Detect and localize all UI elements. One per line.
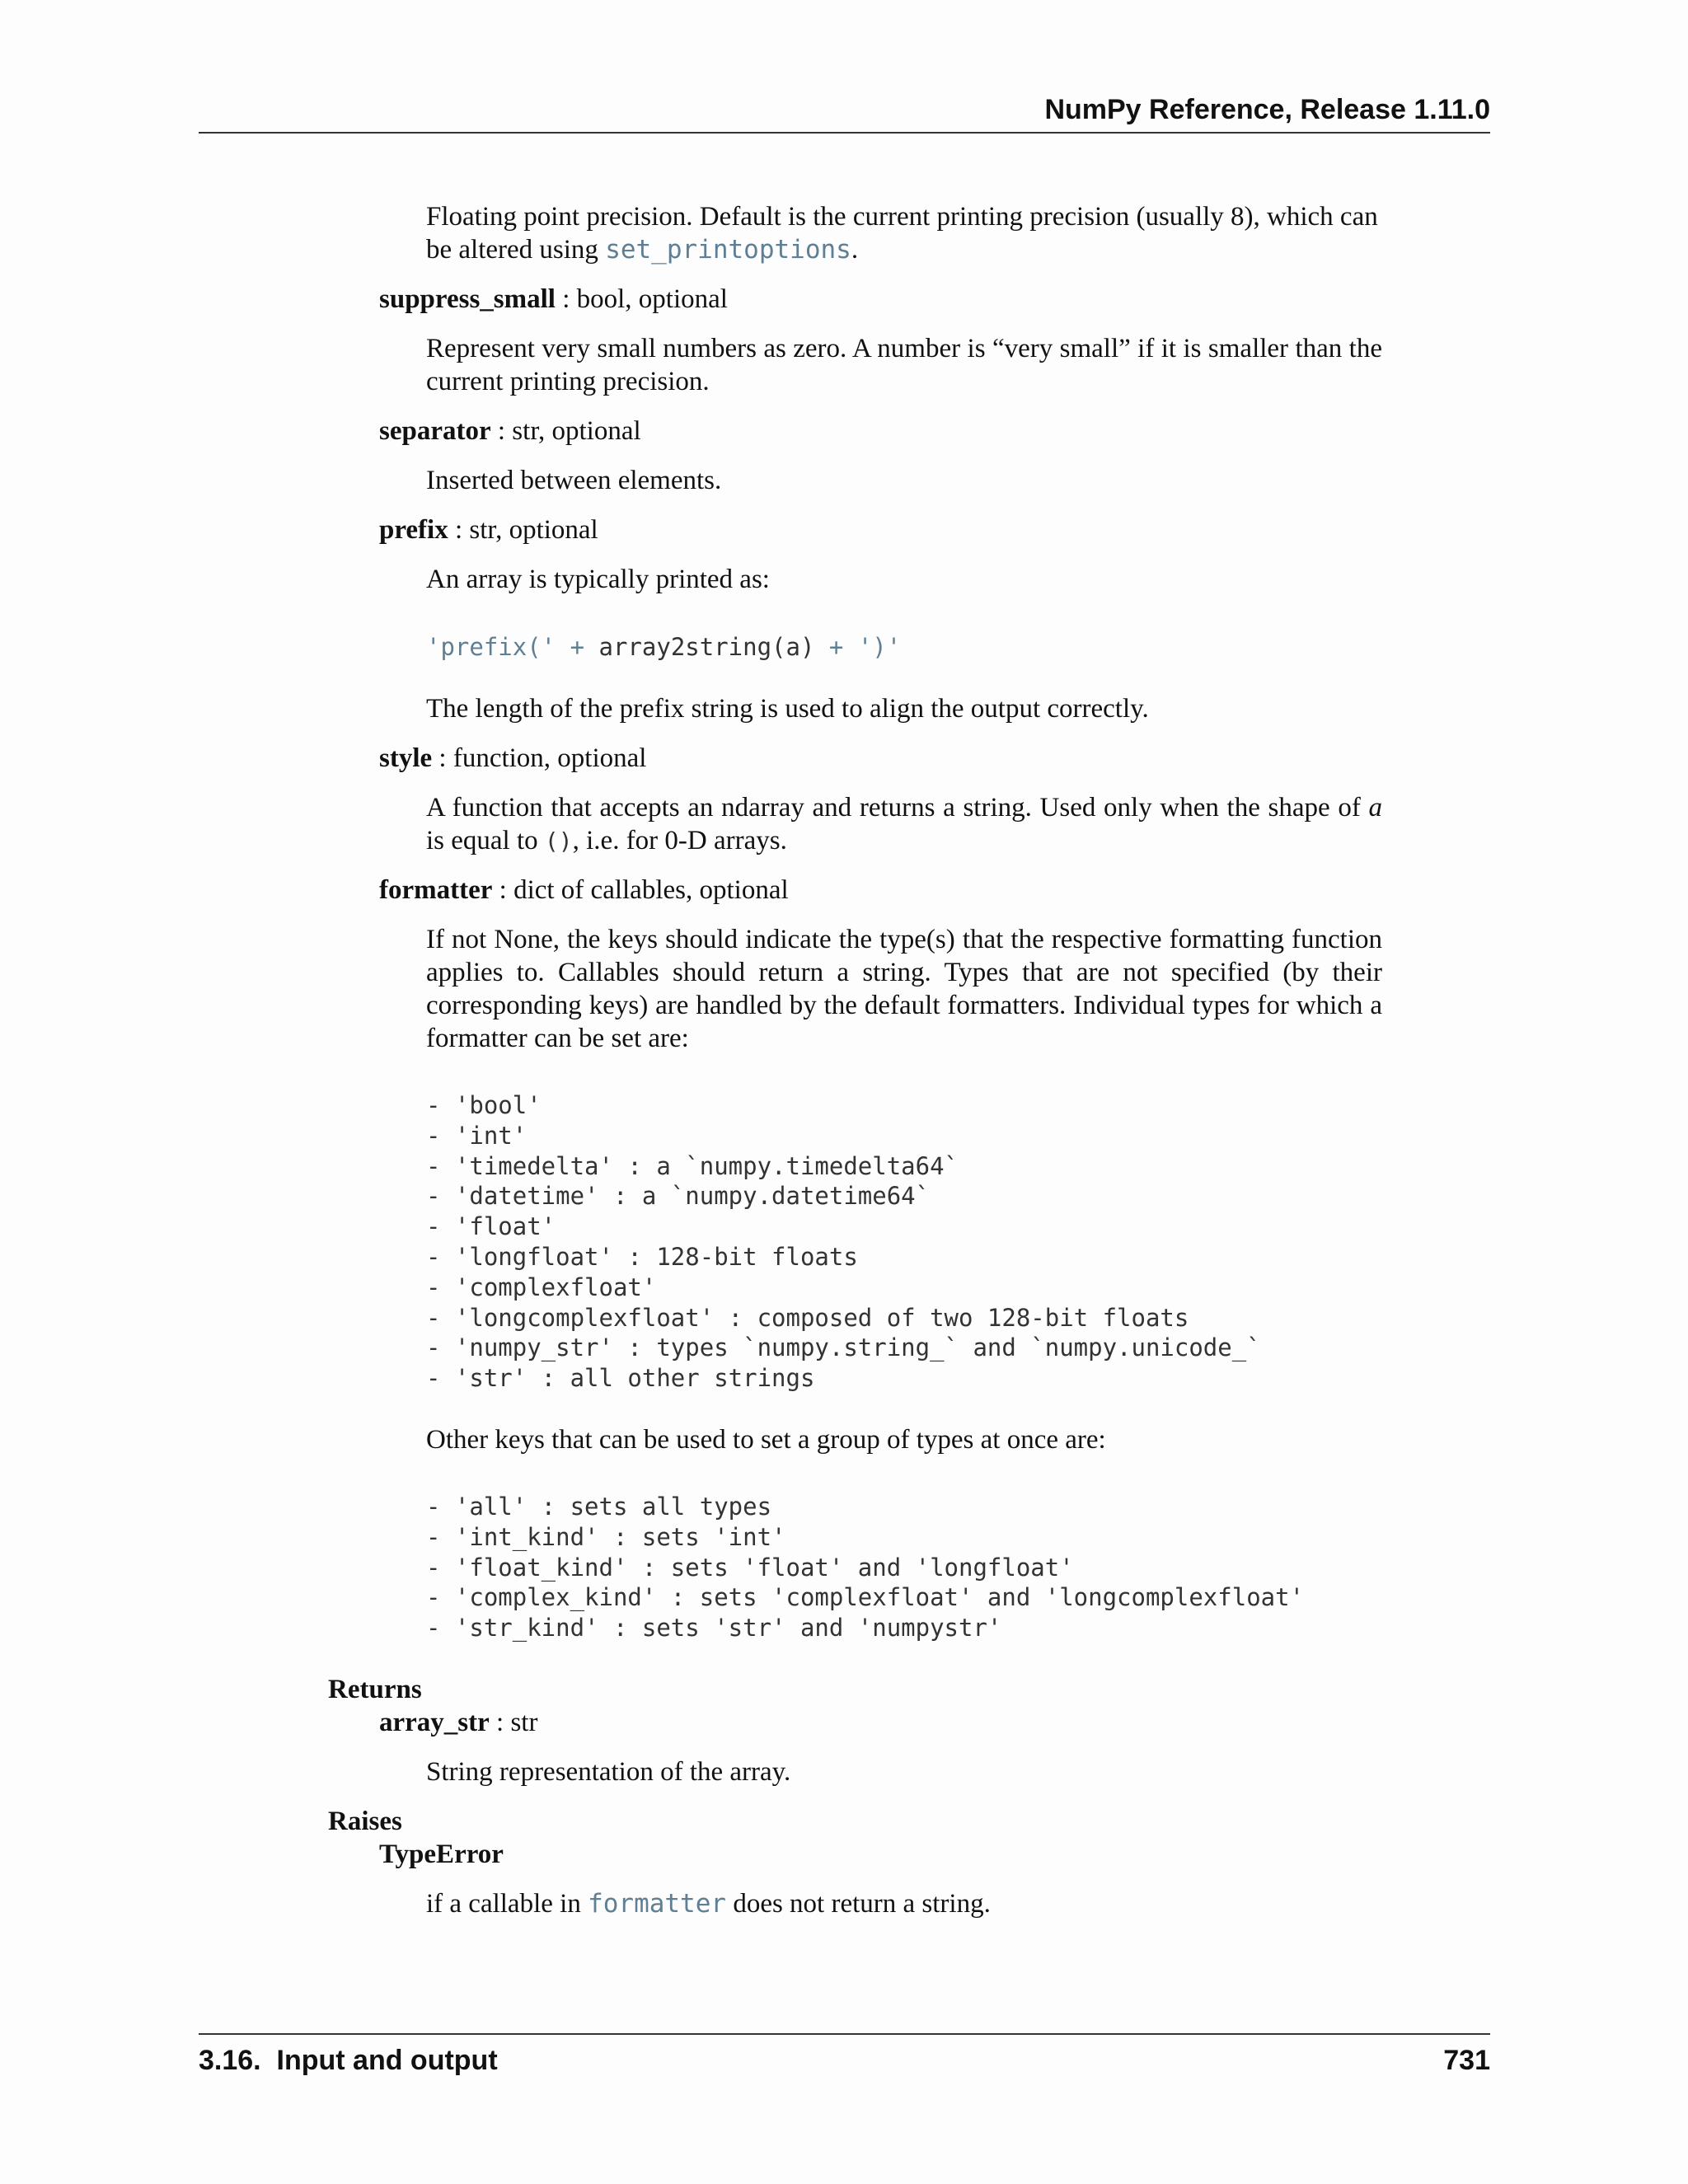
code-line: - 'float_kind' : sets 'float' and 'longfloat': [426, 1553, 1074, 1582]
code-line: - 'longfloat' : 128-bit floats: [426, 1242, 858, 1271]
code-line: - 'longcomplexfloat' : composed of two 128-bit floats: [426, 1303, 1189, 1332]
code-line: - 'int': [426, 1121, 528, 1150]
precision-desc-line2-suffix: .: [851, 235, 859, 265]
code-line: - 'complex_kind' : sets 'complexfloat' and 'longcomplexfloat': [426, 1583, 1305, 1612]
formatter-types-list: [426, 1090, 1261, 1394]
code-string: 'prefix(': [426, 633, 556, 661]
param-type: : dict of callables, optional: [492, 875, 789, 905]
code-line: - 'bool': [426, 1091, 542, 1119]
param-style: [379, 742, 646, 775]
param-type: : str: [489, 1708, 538, 1737]
exception-name: TypeError: [379, 1840, 504, 1869]
code-line: - 'datetime' : a `numpy.datetime64`: [426, 1182, 931, 1211]
param-name: style: [379, 743, 433, 773]
param-type: : str, optional: [490, 416, 641, 446]
code-line: - 'int_kind' : sets 'int': [426, 1522, 786, 1551]
raises-desc-prefix: if a callable in: [426, 1889, 588, 1919]
header-title: NumPy Reference, Release 1.11.0: [1044, 94, 1490, 125]
code-line: - 'complexfloat': [426, 1272, 657, 1301]
param-name: prefix: [379, 515, 448, 545]
returns-label: Returns: [328, 1675, 422, 1704]
style-description: [426, 791, 1382, 858]
precision-desc-line1: Floating point precision. Default is the current printing precision (usually 8), which can: [426, 202, 1378, 232]
style-desc-var: a: [1368, 793, 1382, 823]
page-header: [199, 92, 1490, 134]
style-desc-code: (): [544, 827, 573, 855]
returns-param: [379, 1706, 537, 1739]
code-line: - 'all' : sets all types: [426, 1493, 772, 1521]
code-line: - 'str' : all other strings: [426, 1364, 815, 1393]
formatter-description: If not None, the keys should indicate the type(s) that the respective formatting function applies to. Callables should return a string. Types that are not specified (by their corresponding keys) are handled by the default formatters. Individual types for which a formatter can be set are:: [426, 925, 1382, 1053]
code-string: ')': [857, 633, 902, 661]
raises-desc-suffix: does not return a string.: [726, 1889, 991, 1919]
page-number: 731: [1443, 2045, 1490, 2076]
footer-section-title: 3.16. Input and output: [199, 2045, 498, 2076]
style-desc-text: , i.e. for 0-D arrays.: [572, 826, 787, 855]
raises-description: [426, 1887, 1382, 1920]
suppress-small-description: Represent very small numbers as zero. A number is “very small” if it is smaller than the current printing precision.: [426, 334, 1382, 396]
param-type: : function, optional: [432, 743, 647, 773]
raises-exception: [379, 1838, 504, 1871]
param-type: : bool, optional: [555, 284, 728, 314]
page-footer: [199, 2033, 1490, 2084]
param-name: separator: [379, 416, 491, 446]
returns-description: String representation of the array.: [426, 1757, 791, 1787]
formatter-link[interactable]: formatter: [588, 1889, 727, 1919]
code-line: - 'float': [426, 1212, 556, 1241]
precision-description: [426, 200, 1382, 266]
param-formatter: [379, 874, 789, 907]
param-name: array_str: [379, 1708, 490, 1737]
param-name: suppress_small: [379, 284, 556, 314]
code-operator: +: [814, 633, 858, 661]
prefix-length-description: The length of the prefix string is used to align the output correctly.: [426, 694, 1149, 724]
param-prefix: [379, 513, 598, 546]
formatter-group-description: Other keys that can be used to set a group of types at once are:: [426, 1425, 1106, 1455]
separator-description: Inserted between elements.: [426, 466, 722, 495]
style-desc-text: is equal to: [426, 826, 545, 855]
formatter-groups-list: [426, 1492, 1304, 1643]
param-suppress-small: [379, 283, 728, 316]
style-desc-text: A function that accepts an ndarray and returns a string. Used only when the shape of: [426, 793, 1369, 823]
param-separator: [379, 415, 641, 448]
code-line: - 'timedelta' : a `numpy.timedelta64`: [426, 1151, 959, 1180]
code-operator: +: [556, 633, 599, 661]
precision-desc-line2-prefix: be altered using: [426, 235, 606, 265]
raises-label: Raises: [328, 1807, 402, 1836]
code-call: array2string(a): [598, 633, 815, 661]
code-line: - 'str_kind' : sets 'str' and 'numpystr': [426, 1614, 1002, 1643]
prefix-code-example: [426, 632, 901, 663]
code-line: - 'numpy_str' : types `numpy.string_` and `numpy.unicode_`: [426, 1333, 1261, 1362]
prefix-description: An array is typically printed as:: [426, 565, 770, 594]
param-type: : str, optional: [448, 515, 598, 545]
set-printoptions-link[interactable]: set_printoptions: [605, 235, 851, 265]
param-name: formatter: [379, 875, 493, 905]
